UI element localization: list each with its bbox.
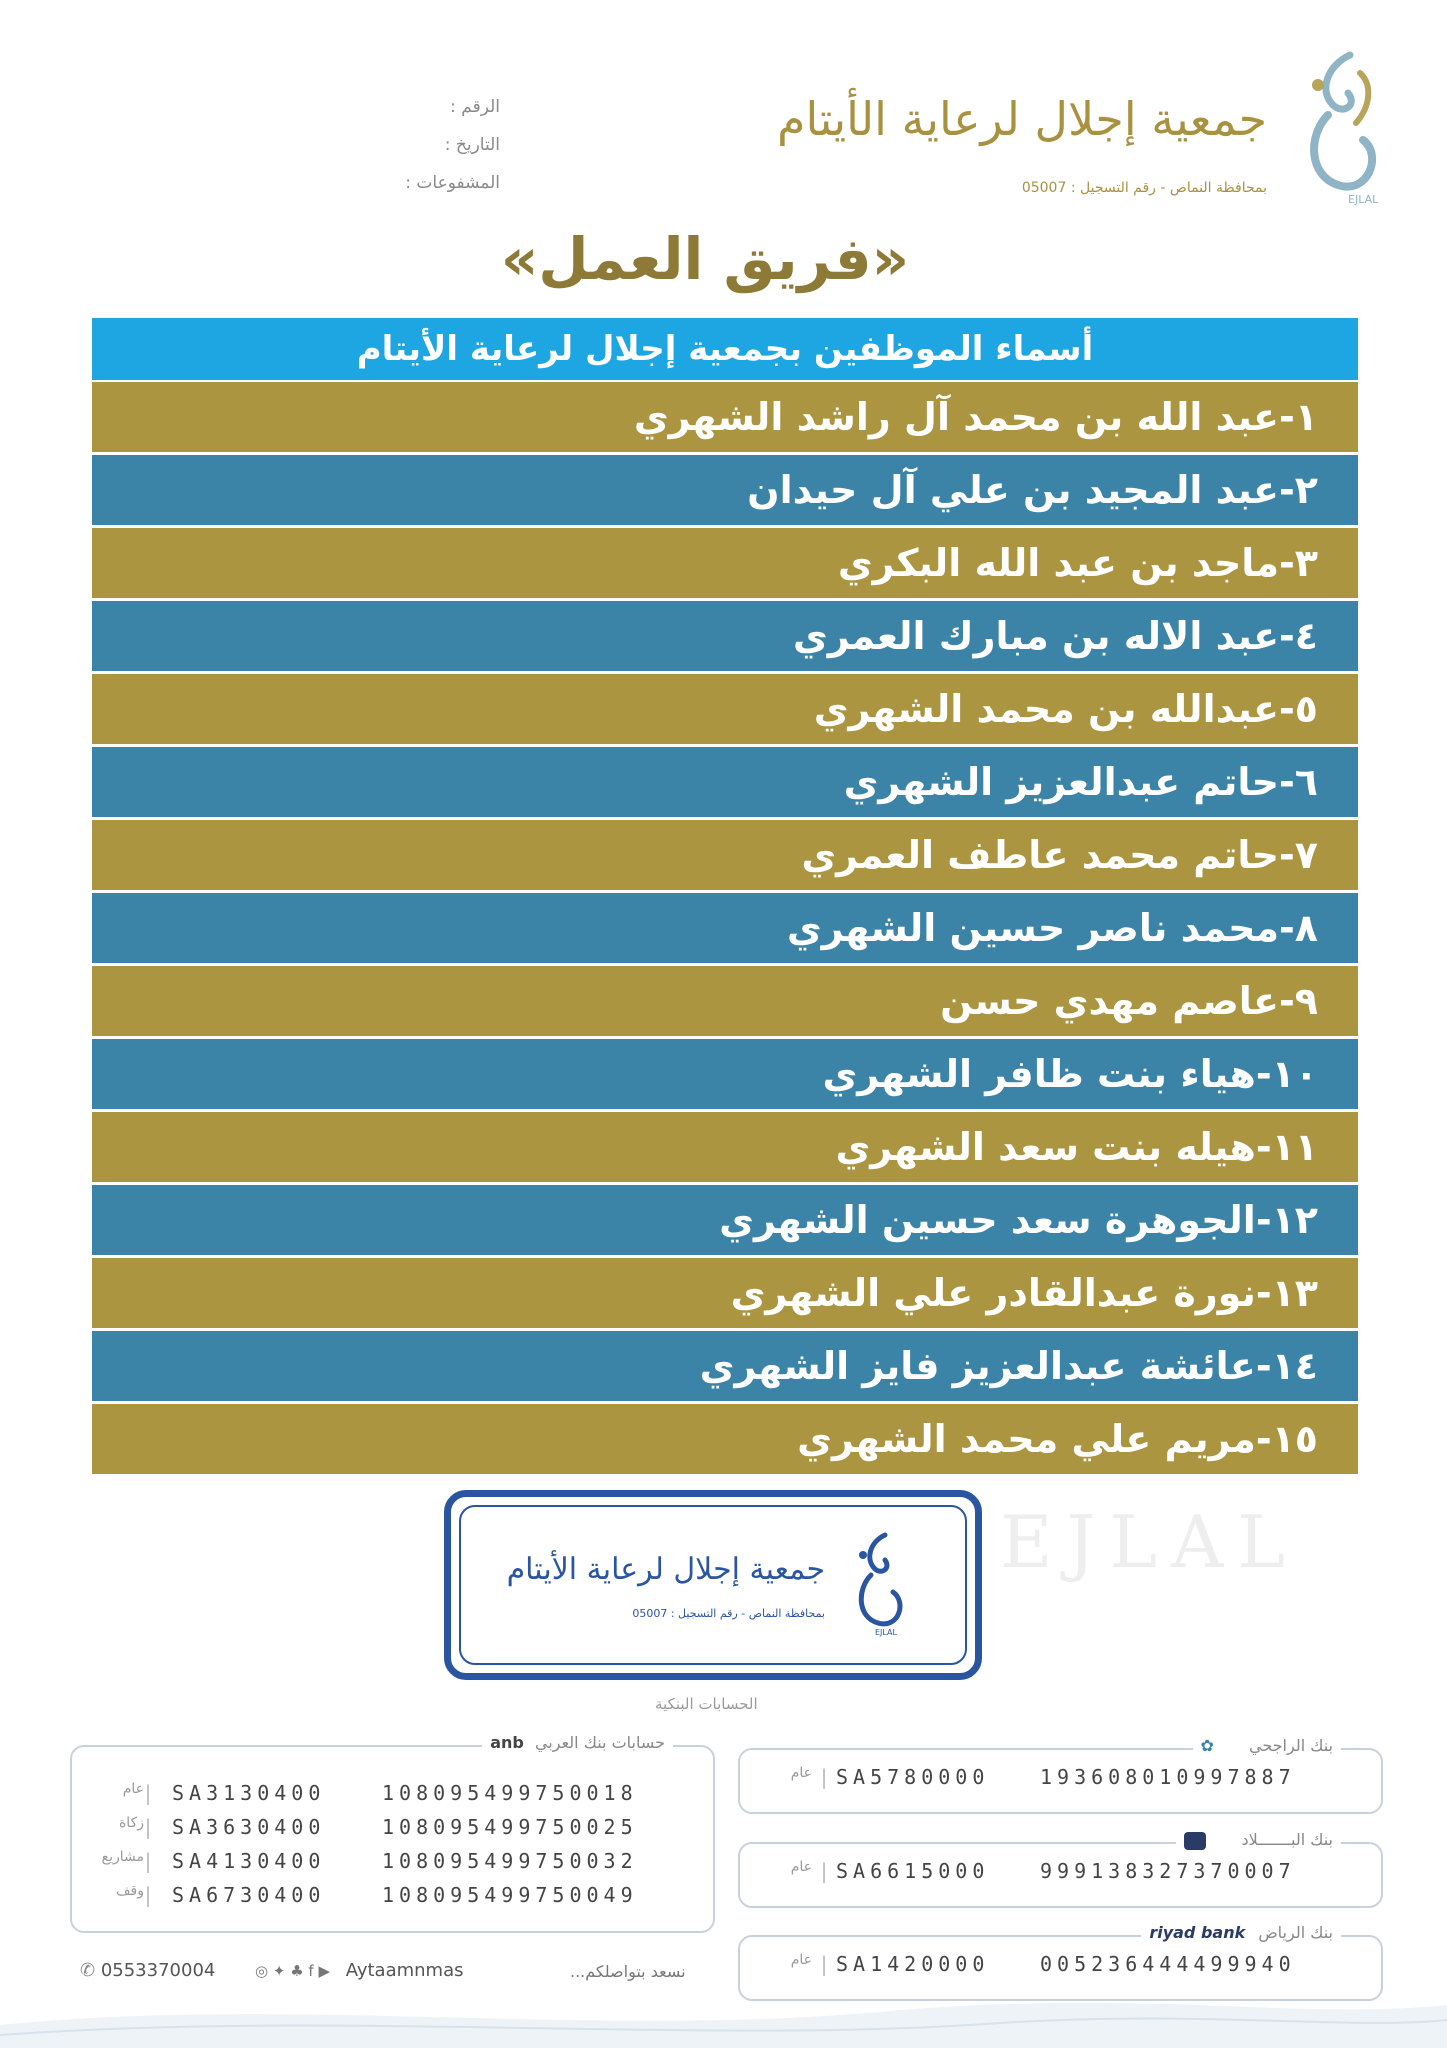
ref-date-label: التاريخ : — [444, 135, 500, 155]
page-title: «فريق العمل» — [500, 225, 910, 293]
org-registration: بمحافظة النماص - رقم التسجيل : 05007 — [1021, 180, 1267, 196]
table-row: ٢-عبد المجيد بن علي آل حيدان — [92, 455, 1358, 525]
table-row: ٦-حاتم عبدالعزيز الشهري — [92, 747, 1358, 817]
stamp-latin-text: EJLAL — [875, 1628, 897, 1637]
table-row: ١-عبد الله بن محمد آل راشد الشهري — [92, 382, 1358, 452]
bank-accounts-caption: الحسابات البنكية — [655, 1695, 758, 1713]
footer-social[interactable] — [255, 1960, 463, 1981]
table-row: ١٤-عائشة عبدالعزيز فايز الشهري — [92, 1331, 1358, 1401]
social-icons: ◎ ✦ ♣ f ▶ — [255, 1962, 330, 1980]
table-row: ١٥-مريم علي محمد الشهري — [92, 1404, 1358, 1474]
footer-phone[interactable] — [80, 1960, 215, 1981]
official-stamp — [444, 1490, 982, 1680]
albilad-logo-icon — [1184, 1832, 1206, 1850]
riyad-title: بنك الرياض riyad bank — [1141, 1923, 1341, 1942]
riyad-account-row: 005236444499940 SA1420000 | عام — [790, 1952, 1296, 1976]
footer-thanks: نسعد بتواصلكم... — [570, 1962, 686, 1981]
rajhi-account-row: 193608010997887 SA5780000 | عام — [790, 1765, 1296, 1789]
albilad-account-row: 999138327370007 SA6615000 | عام — [790, 1859, 1296, 1883]
anb-account-row: 108095499750018 SA3130400 | عام — [122, 1781, 638, 1805]
table-header: أسماء الموظفين بجمعية إجلال لرعاية الأيتام — [92, 318, 1358, 380]
table-row: ٩-عاصم مهدي حسن — [92, 966, 1358, 1036]
anb-account-row: 108095499750049 SA6730400 | وقف — [116, 1883, 638, 1907]
table-row: ٤-عبد الاله بن مبارك العمري — [92, 601, 1358, 671]
anb-title: حسابات بنك العربي anb — [482, 1733, 673, 1752]
ref-number-label: الرقم : — [450, 97, 500, 117]
table-row: ٧-حاتم محمد عاطف العمري — [92, 820, 1358, 890]
ref-attachments-label: المشفوعات : — [405, 173, 500, 193]
table-row: ١٣-نورة عبدالقادر علي الشهري — [92, 1258, 1358, 1328]
org-name: جمعية إجلال لرعاية الأيتام — [776, 92, 1267, 146]
logo-latin-text: EJLAL — [1348, 193, 1379, 205]
watermark: EJLAL — [1000, 1500, 1300, 1584]
stamp-org-name: جمعية إجلال لرعاية الأيتام — [506, 1552, 825, 1587]
table-row: ١٢-الجوهرة سعد حسين الشهري — [92, 1185, 1358, 1255]
anb-account-row: 108095499750032 SA4130400 | مشاريع — [101, 1849, 638, 1873]
table-row: ٨-محمد ناصر حسين الشهري — [92, 893, 1358, 963]
stamp-logo-icon — [845, 1527, 915, 1637]
ejlal-logo-icon — [1288, 45, 1398, 205]
albilad-account-box — [738, 1830, 1383, 1908]
riyad-logo-text: riyad bank — [1149, 1923, 1246, 1942]
rajhi-title: بنك الراجحي ✿ — [1193, 1736, 1342, 1755]
table-row: ١٠-هياء بنت ظافر الشهري — [92, 1039, 1358, 1109]
stamp-registration: بمحافظة النماص - رقم التسجيل : 05007 — [632, 1607, 825, 1620]
team-table — [92, 318, 1358, 1477]
reference-fields — [370, 88, 500, 202]
social-handle: Aytaamnmas — [345, 1960, 464, 1981]
footer-wave-decoration — [0, 1985, 1447, 2048]
anb-accounts-box — [70, 1733, 715, 1933]
table-row: ٣-ماجد بن عبد الله البكري — [92, 528, 1358, 598]
albilad-title: بنك البـــــــلاد — [1176, 1830, 1341, 1850]
table-row: ١١-هيله بنت سعد الشهري — [92, 1112, 1358, 1182]
table-row: ٥-عبدالله بن محمد الشهري — [92, 674, 1358, 744]
phone-number: 0553370004 — [100, 1960, 216, 1981]
anb-account-row: 108095499750025 SA3630400 | زكاة — [118, 1815, 638, 1839]
anb-logo-text: anb — [490, 1733, 524, 1752]
rajhi-account-box — [738, 1736, 1383, 1814]
rajhi-logo-icon: ✿ — [1200, 1736, 1214, 1755]
whatsapp-icon: ✆ — [80, 1960, 96, 1981]
